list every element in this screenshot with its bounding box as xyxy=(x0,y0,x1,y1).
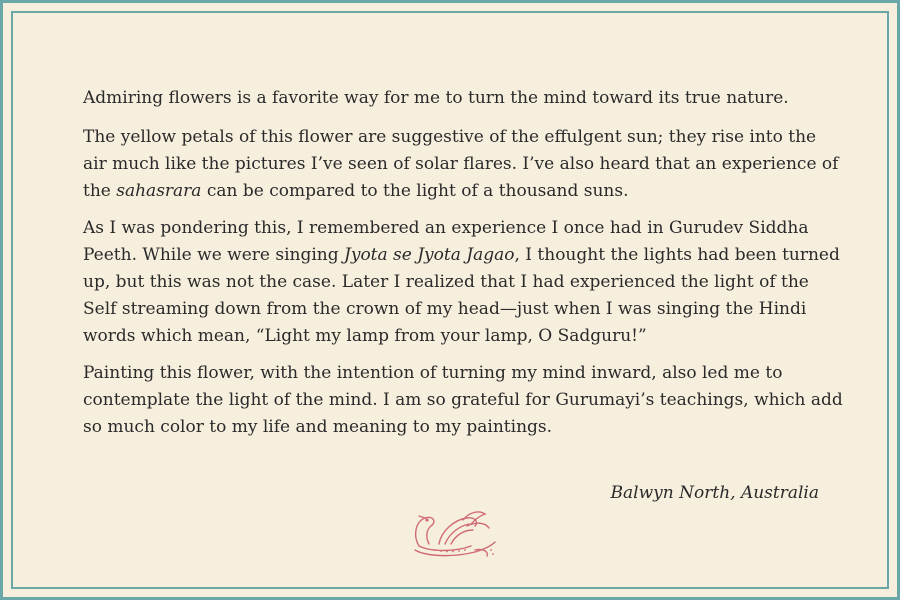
paragraph-2-emphasis: sahasrara xyxy=(116,181,202,201)
text-body xyxy=(83,85,843,451)
paragraph-1: Admiring flowers is a favorite way for me to turn the mind toward its true nature. xyxy=(83,88,789,108)
paragraph-2-text-a: The yellow petals of this flower are suggestive of the effulgent sun; they rise into the air much like the pictures I’ve seen of solar flares. I’ve also heard that an experience of the xyxy=(83,127,839,201)
paragraph-4: Painting this flower, with the intention of turning my mind inward, also led me to contemplate the light of the mind. I am so grateful for Gurumayi’s teachings, which add so much color to my life and meaning to my paintings. xyxy=(83,363,843,437)
swan-icon xyxy=(405,506,501,562)
paragraph-3-text-a: As I was pondering this, I remembered an experience I once had in Gurudev Siddha Peeth. While we were singing xyxy=(83,218,809,265)
signature-location: Balwyn North, Australia xyxy=(610,483,819,503)
paragraph-2 xyxy=(83,124,843,205)
paragraph-2-text-b: can be compared to the light of a thousand suns. xyxy=(201,181,629,201)
paragraph-3-text-b: , I thought the lights had been turned up, but this was not the case. Later I realized that I had experienced the light of the Self streaming down from the crown of my head—just when I was singing the Hindi words which mean, “Light my lamp from your lamp, O Sadguru!” xyxy=(83,245,840,346)
paragraph-3-emphasis: Jyota se Jyota Jagao xyxy=(344,245,515,265)
paragraph-3 xyxy=(83,215,843,350)
